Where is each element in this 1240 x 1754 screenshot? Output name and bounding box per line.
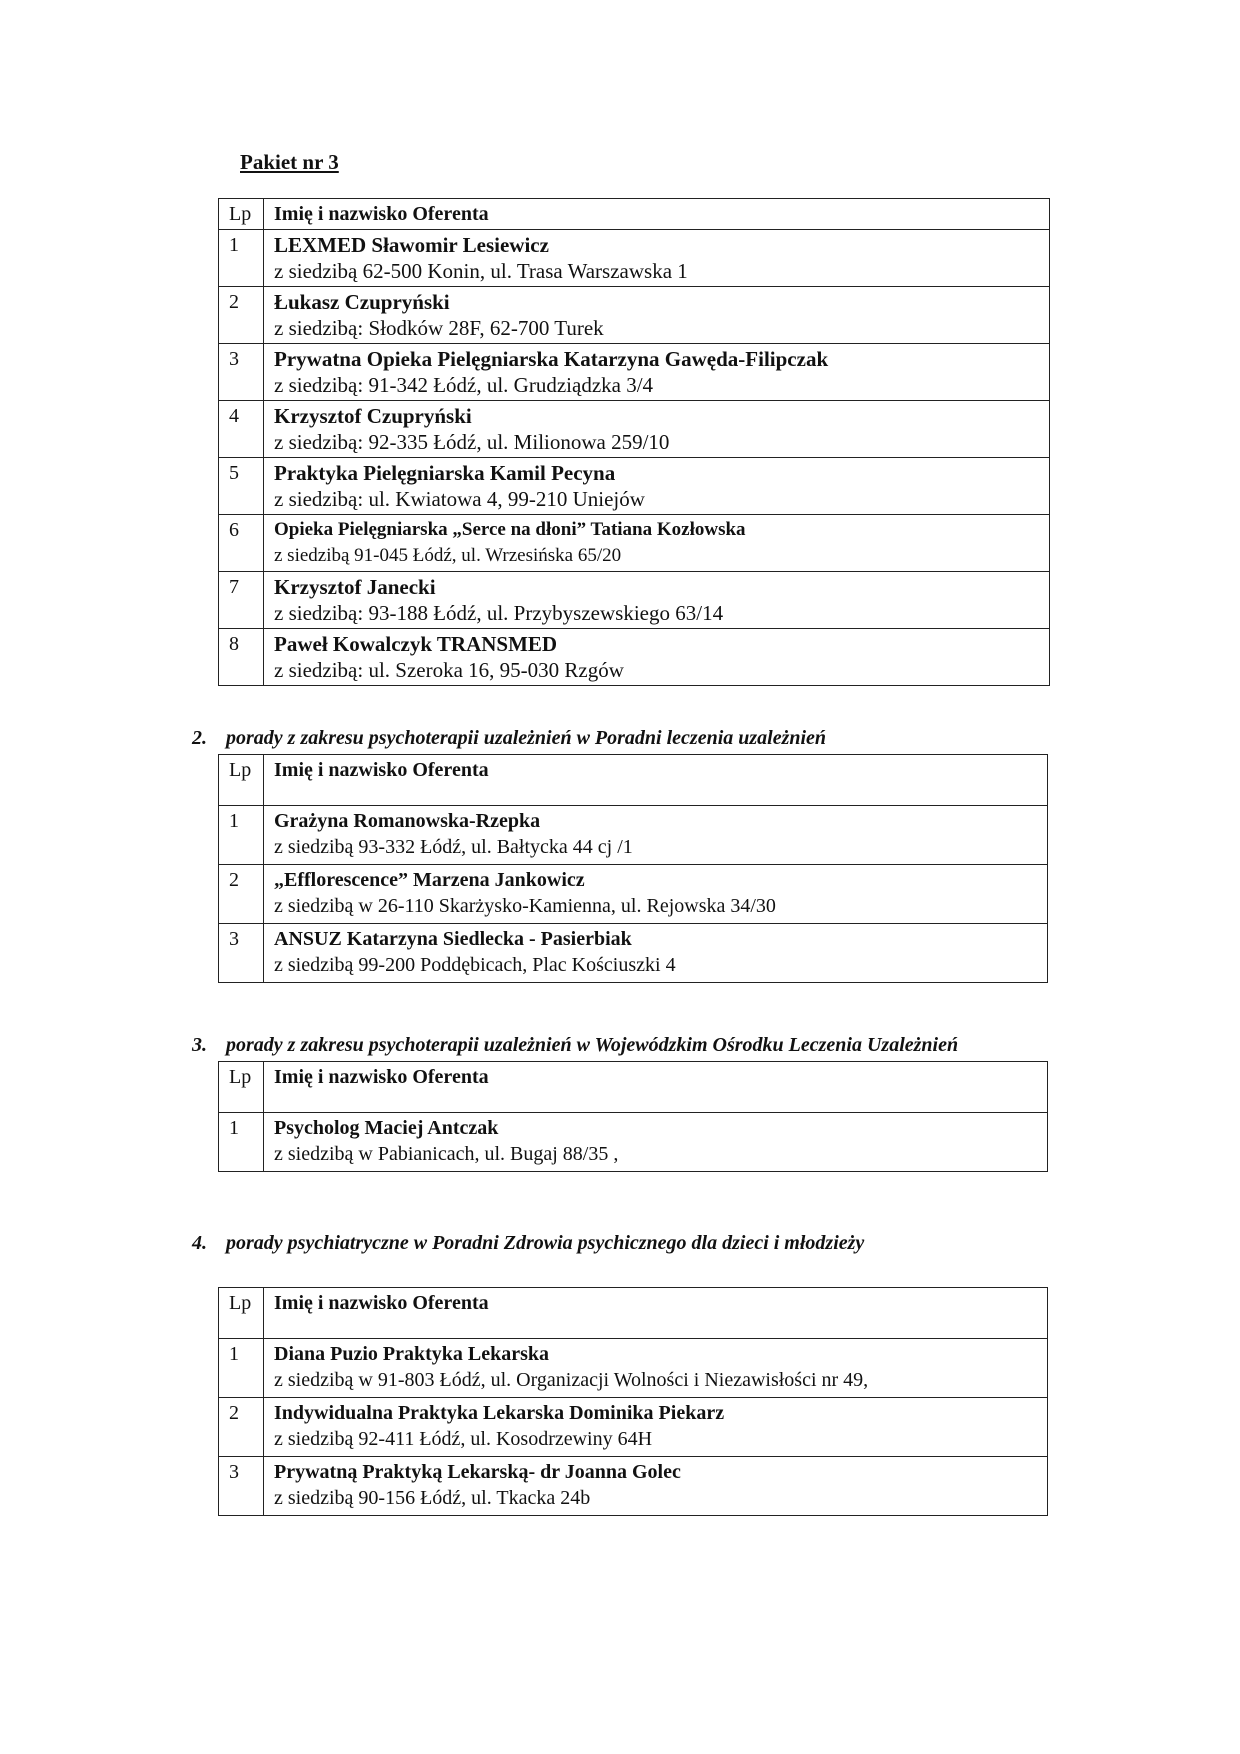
oferent-address: z siedzibą w Pabianicach, ul. Bugaj 88/35 , — [274, 1143, 619, 1165]
section-number: 2. — [192, 727, 207, 749]
oferent-name: Psycholog Maciej Antczak — [274, 1117, 499, 1139]
row-lp: 3 — [219, 924, 264, 983]
table-row — [219, 458, 1050, 515]
table-row — [219, 1398, 1048, 1457]
row-lp: 2 — [219, 865, 264, 924]
table-header-row — [219, 755, 1048, 806]
oferent-address: z siedzibą: ul. Kwiatowa 4, 99-210 Uniejów — [274, 487, 645, 511]
row-lp: 2 — [219, 1398, 264, 1457]
table-row — [219, 230, 1050, 287]
section-title: porady z zakresu psychoterapii uzależnień w Poradni leczenia uzależnień — [226, 727, 827, 749]
oferent-address: z siedzibą 90-156 Łódź, ul. Tkacka 24b — [274, 1487, 591, 1509]
table-row — [219, 865, 1048, 924]
table-header-row — [219, 1288, 1048, 1339]
table-row — [219, 287, 1050, 344]
table-row — [219, 1339, 1048, 1398]
header-lp: Lp — [219, 1288, 264, 1339]
row-oferent — [264, 344, 1050, 401]
row-oferent — [264, 806, 1048, 865]
oferent-address: z siedzibą w 26-110 Skarżysko-Kamienna, ul. Rejowska 34/30 — [274, 895, 776, 917]
row-oferent — [264, 1398, 1048, 1457]
oferent-name: Paweł Kowalczyk TRANSMED — [274, 632, 558, 656]
row-oferent — [264, 1339, 1048, 1398]
section-4-heading — [192, 1232, 864, 1255]
oferenci-table-section-4 — [218, 1287, 1048, 1516]
oferent-address: z siedzibą: Słodków 28F, 62-700 Turek — [274, 316, 604, 340]
table-row — [219, 806, 1048, 865]
table-row — [219, 344, 1050, 401]
row-oferent — [264, 515, 1050, 572]
oferent-address: z siedzibą 62-500 Konin, ul. Trasa Warszawska 1 — [274, 259, 688, 283]
table-header-row — [219, 199, 1050, 230]
row-oferent — [264, 865, 1048, 924]
pakiet-title: Pakiet nr 3 — [240, 150, 339, 174]
oferent-name: Grażyna Romanowska-Rzepka — [274, 810, 541, 832]
row-oferent — [264, 629, 1050, 686]
oferent-name: Prywatną Praktyką Lekarską- dr Joanna Golec — [274, 1461, 681, 1483]
oferent-name: Praktyka Pielęgniarska Kamil Pecyna — [274, 461, 616, 485]
table-row — [219, 924, 1048, 983]
header-name: Imię i nazwisko Oferenta — [264, 199, 1050, 230]
oferent-name: Łukasz Czupryński — [274, 290, 450, 314]
oferent-name: ANSUZ Katarzyna Siedlecka - Pasierbiak — [274, 928, 632, 950]
row-lp: 6 — [219, 515, 264, 572]
row-oferent — [264, 924, 1048, 983]
header-lp: Lp — [219, 199, 264, 230]
oferent-name: Prywatna Opieka Pielęgniarska Katarzyna Gawęda-Filipczak — [274, 347, 829, 371]
oferent-address: z siedzibą 91-045 Łódź, ul. Wrzesińska 65/20 — [274, 545, 622, 566]
oferent-name: Opieka Pielęgniarska „Serce na dłoni” Tatiana Kozłowska — [274, 519, 746, 540]
row-oferent — [264, 1457, 1048, 1516]
section-2-heading — [192, 727, 826, 750]
section-number: 3. — [192, 1034, 207, 1056]
table-row — [219, 401, 1050, 458]
table-row — [219, 1113, 1048, 1172]
row-oferent — [264, 572, 1050, 629]
section-title: porady z zakresu psychoterapii uzależnień w Wojewódzkim Ośrodku Leczenia Uzależnień — [226, 1034, 959, 1056]
section-number: 4. — [192, 1232, 207, 1254]
row-oferent — [264, 287, 1050, 344]
header-name: Imię i nazwisko Oferenta — [264, 755, 1048, 806]
oferent-address: z siedzibą 99-200 Poddębicach, Plac Kościuszki 4 — [274, 954, 676, 976]
row-lp: 1 — [219, 1113, 264, 1172]
table-row — [219, 572, 1050, 629]
row-oferent — [264, 458, 1050, 515]
header-lp: Lp — [219, 1062, 264, 1113]
oferent-name: Diana Puzio Praktyka Lekarska — [274, 1343, 550, 1365]
row-lp: 3 — [219, 1457, 264, 1516]
row-lp: 8 — [219, 629, 264, 686]
oferent-address: z siedzibą 93-332 Łódź, ul. Bałtycka 44 cj /1 — [274, 836, 633, 858]
row-lp: 7 — [219, 572, 264, 629]
oferent-name: Indywidualna Praktyka Lekarska Dominika Piekarz — [274, 1402, 725, 1424]
section-title: porady psychiatryczne w Poradni Zdrowia psychicznego dla dzieci i młodzieży — [226, 1232, 865, 1254]
header-lp: Lp — [219, 755, 264, 806]
row-lp: 4 — [219, 401, 264, 458]
row-oferent — [264, 230, 1050, 287]
header-name: Imię i nazwisko Oferenta — [264, 1288, 1048, 1339]
oferent-address: z siedzibą w 91-803 Łódź, ul. Organizacji Wolności i Niezawisłości nr 49, — [274, 1369, 869, 1391]
oferenci-table-pakiet-3 — [218, 198, 1050, 686]
row-lp: 1 — [219, 1339, 264, 1398]
row-lp: 5 — [219, 458, 264, 515]
oferenci-table-section-2 — [218, 754, 1048, 983]
table-row — [219, 629, 1050, 686]
header-name: Imię i nazwisko Oferenta — [264, 1062, 1048, 1113]
oferent-name: LEXMED Sławomir Lesiewicz — [274, 233, 549, 257]
oferenci-table-section-3 — [218, 1061, 1048, 1172]
section-3-heading — [192, 1034, 958, 1057]
oferent-address: z siedzibą: 93-188 Łódź, ul. Przybyszewskiego 63/14 — [274, 601, 724, 625]
oferent-name: „Efflorescence” Marzena Jankowicz — [274, 869, 585, 891]
row-lp: 2 — [219, 287, 264, 344]
row-lp: 3 — [219, 344, 264, 401]
row-oferent — [264, 401, 1050, 458]
oferent-address: z siedzibą: 91-342 Łódź, ul. Grudziądzka 3/4 — [274, 373, 654, 397]
table-header-row — [219, 1062, 1048, 1113]
oferent-name: Krzysztof Czupryński — [274, 404, 472, 428]
oferent-address: z siedzibą: ul. Szeroka 16, 95-030 Rzgów — [274, 658, 624, 682]
oferent-address: z siedzibą: 92-335 Łódź, ul. Milionowa 259/10 — [274, 430, 670, 454]
row-oferent — [264, 1113, 1048, 1172]
row-lp: 1 — [219, 806, 264, 865]
table-row — [219, 515, 1050, 572]
oferent-address: z siedzibą 92-411 Łódź, ul. Kosodrzewiny 64H — [274, 1428, 653, 1450]
oferent-name: Krzysztof Janecki — [274, 575, 436, 599]
table-row — [219, 1457, 1048, 1516]
row-lp: 1 — [219, 230, 264, 287]
